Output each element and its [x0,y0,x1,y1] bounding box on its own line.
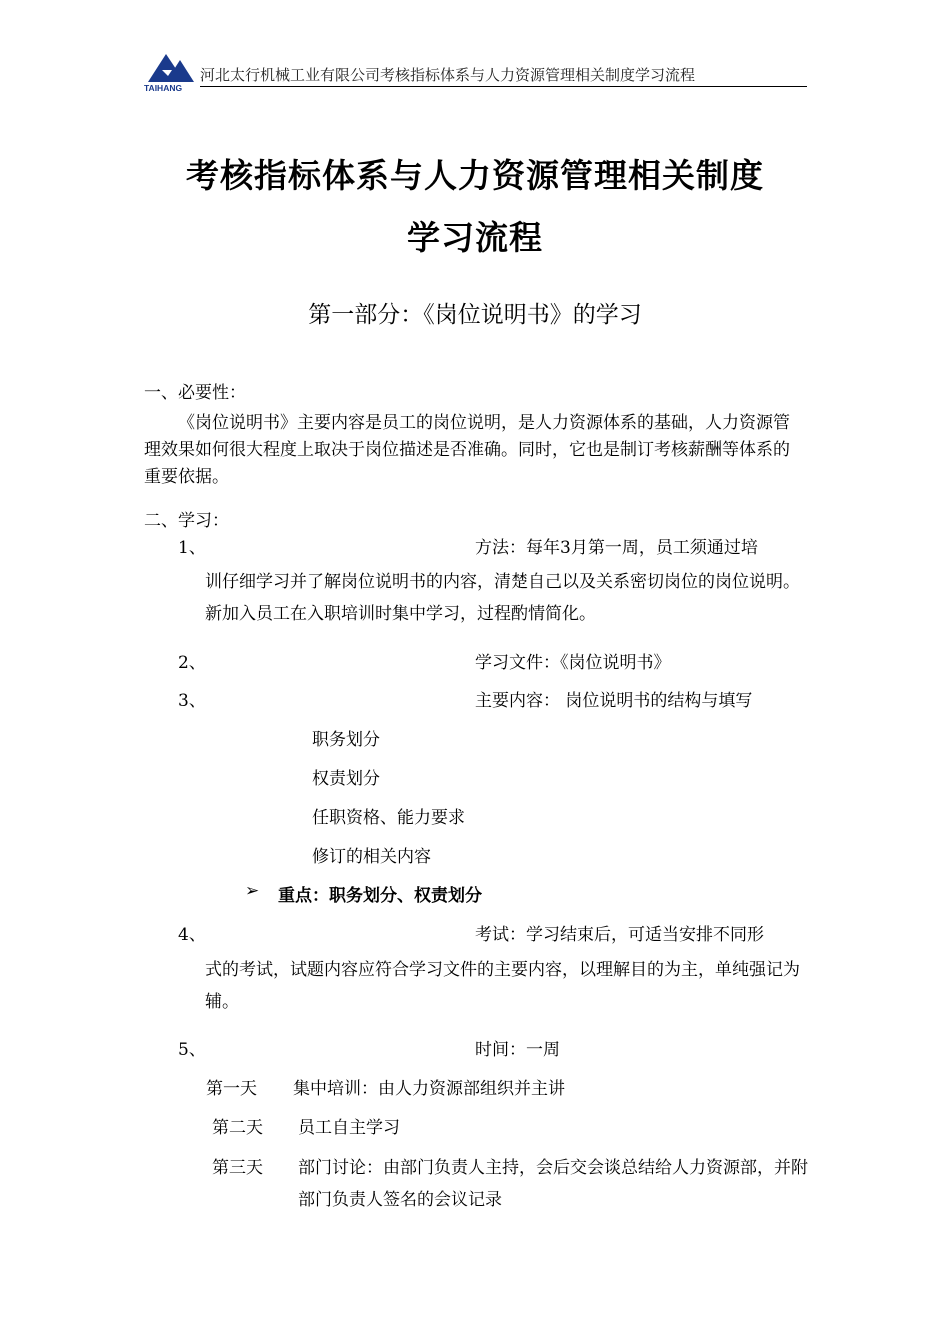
item1-body: 训仔细学习并了解岗位说明书的内容，清楚自己以及关系密切岗位的岗位说明。新加入员工在入职培训时集中学习，过程酌情简化。 [205,572,800,624]
header-divider [200,86,807,87]
content-list-item: 任职资格、能力要求 [312,808,465,828]
item5-head: 时间：一周 [475,1040,560,1060]
section1-heading: 一、必要性： [144,383,246,403]
part-heading: 第一部分：《岗位说明书》的学习 [308,302,642,328]
item1-head: 方法：每年3月第一周，员工须通过培 [475,538,758,558]
item5-number: 5、 [178,1040,206,1060]
item1-number: 1、 [178,538,206,558]
content-list-item: 权责划分 [312,769,380,789]
logo-mark-icon [144,50,196,92]
content-list-item: 修订的相关内容 [312,847,431,867]
arrow-bullet-icon: ➢ [245,881,260,901]
item4-number: 4、 [178,925,206,945]
document-title-line1: 考核指标体系与人力资源管理相关制度 [186,156,764,195]
schedule-day: 第二天 [212,1118,263,1138]
document-title-line2: 学习流程 [407,218,543,257]
company-logo [144,50,196,92]
item4-head: 考试：学习结束后，可适当安排不同形 [475,925,764,945]
schedule-desc: 集中培训：由人力资源部组织并主讲 [293,1079,565,1099]
section2-heading: 二、学习： [144,511,229,531]
schedule-desc: 部门讨论：由部门负责人主持，会后交会谈总结给人力资源部，并附部门负责人签名的会议记录 [298,1158,808,1210]
section1-body: 《岗位说明书》主要内容是员工的岗位说明，是人力资源体系的基础，人力资源管理效果如何很大程度上取决于岗位描述是否准确。同时，它也是制订考核薪酬等体系的重要依据。 [144,413,790,487]
item3-head: 主要内容： 岗位说明书的结构与填写 [475,691,753,711]
schedule-desc: 员工自主学习 [298,1118,400,1138]
schedule-day: 第一天 [206,1079,257,1099]
item2-number: 2、 [178,653,206,673]
schedule-day: 第三天 [212,1158,263,1178]
item4-body: 式的考试，试题内容应符合学习文件的主要内容，以理解目的为主，单纯强记为辅。 [205,960,800,1012]
header-title: 河北太行机械工业有限公司考核指标体系与人力资源管理相关制度学习流程 [200,66,696,84]
key-point: 重点：职务划分、权责划分 [278,886,482,906]
logo-text: TAIHANG [144,83,183,92]
content-list-item: 职务划分 [312,730,380,750]
item2-head: 学习文件：《岗位说明书》 [475,653,671,673]
item3-number: 3、 [178,691,206,711]
